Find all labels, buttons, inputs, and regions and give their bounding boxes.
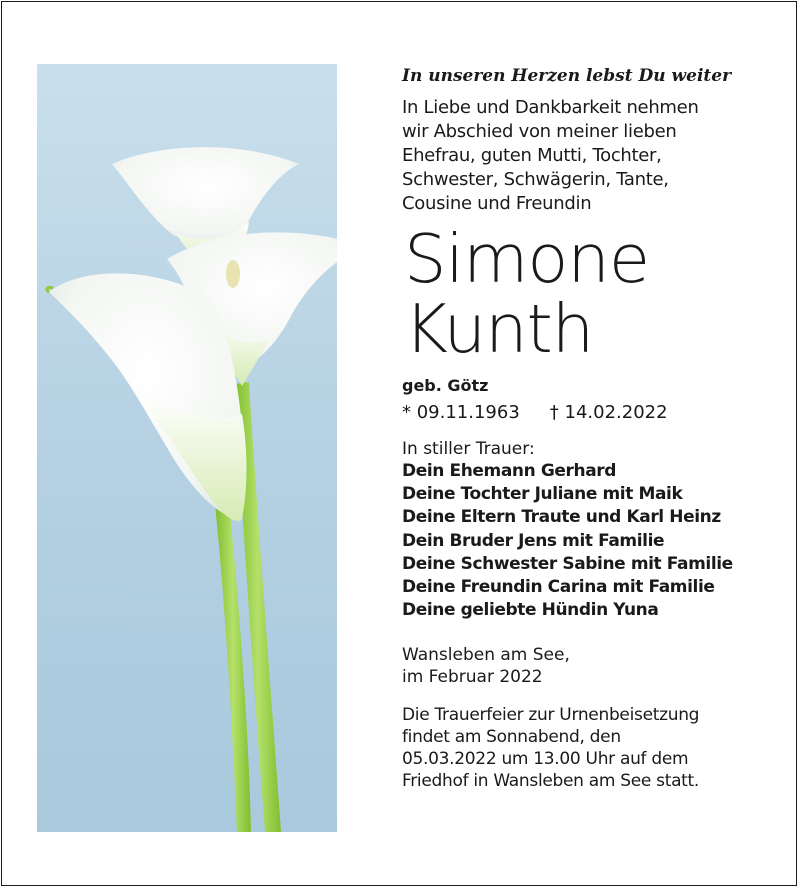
- last-name: Kunth: [404, 290, 594, 368]
- obituary-frame: [1, 1, 797, 886]
- maiden-name: geb. Götz: [402, 376, 489, 395]
- service-line: Die Trauerfeier zur Urnenbeisetzung: [402, 705, 700, 726]
- service-line: Friedhof in Wansleben am See statt.: [402, 771, 700, 792]
- service-line: findet am Sonnabend, den: [402, 727, 621, 748]
- place-line: im Februar 2022: [402, 667, 543, 688]
- list-item: Dein Ehemann Gerhard: [402, 461, 617, 481]
- list-item: Deine geliebte Hündin Yuna: [402, 600, 659, 621]
- place-line: Wansleben am See,: [402, 645, 570, 666]
- intro-text: [402, 96, 792, 216]
- life-dates: [402, 400, 792, 426]
- list-item: Deine Freundin Carina mit Familie: [402, 577, 715, 598]
- list-item: Deine Eltern Traute und Karl Heinz: [402, 507, 721, 528]
- intro-line: In Liebe und Dankbarkeit nehmen: [402, 97, 699, 118]
- list-item: Deine Schwester Sabine mit Familie: [402, 553, 733, 574]
- mourning-label: In stiller Trauer:: [402, 439, 535, 459]
- intro-line: Ehefrau, guten Mutti, Tochter,: [402, 145, 662, 166]
- calla-lily-photo: [37, 64, 337, 832]
- service-line: 05.03.2022 um 13.00 Uhr auf dem: [402, 749, 689, 770]
- intro-line: Cousine und Freundin: [402, 193, 592, 214]
- motto: In unseren Herzen lebst Du weiter: [402, 66, 732, 86]
- list-item: Dein Bruder Jens mit Familie: [402, 530, 665, 551]
- first-name: Simone: [404, 220, 650, 298]
- place-date: [402, 644, 792, 688]
- intro-line: wir Abschied von meiner lieben: [402, 121, 677, 142]
- calla-lily-icon: [37, 64, 337, 832]
- birth-date: * 09.11.1963: [402, 402, 520, 423]
- intro-line: Schwester, Schwägerin, Tante,: [402, 169, 669, 190]
- list-item: Deine Tochter Juliane mit Maik: [402, 484, 683, 505]
- mourners-list: [402, 460, 792, 622]
- deceased-name: [404, 220, 792, 368]
- obituary-text: [402, 62, 792, 792]
- death-date: † 14.02.2022: [549, 402, 668, 423]
- service-info: [402, 704, 792, 792]
